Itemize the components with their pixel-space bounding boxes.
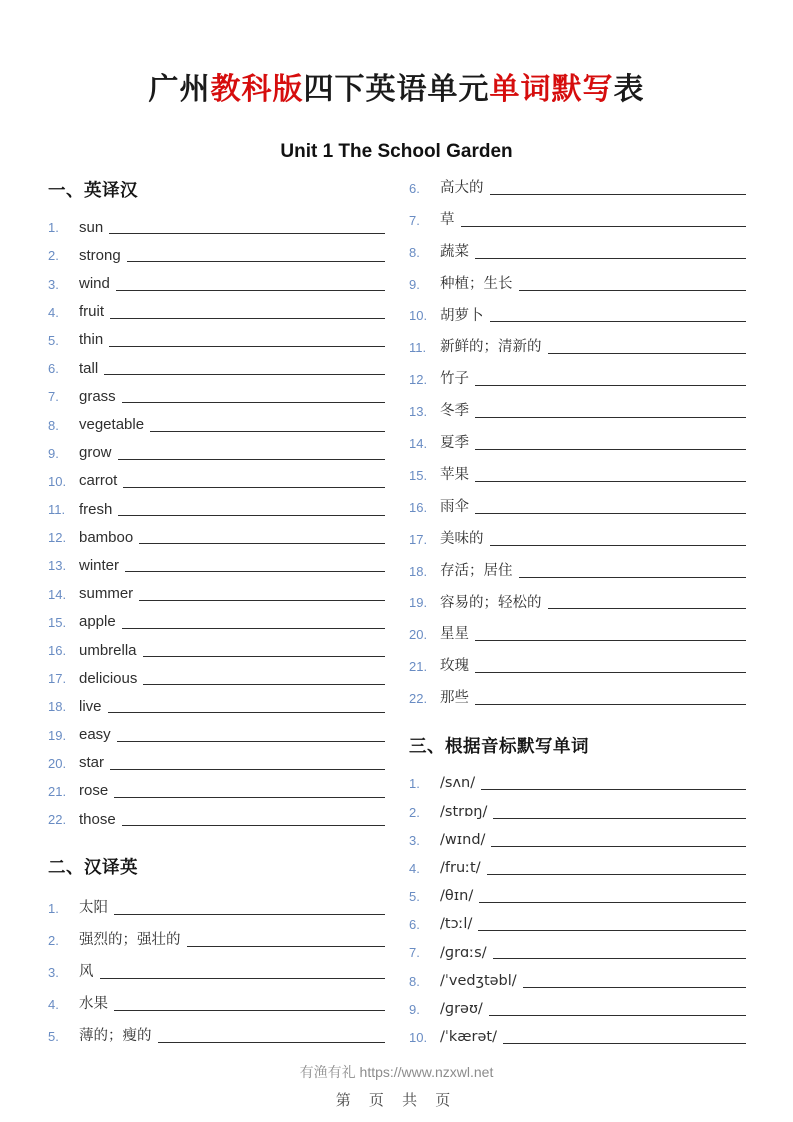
item-label: 存活；居住 bbox=[440, 562, 513, 579]
right-column bbox=[409, 166, 746, 1047]
list-item bbox=[409, 485, 746, 517]
answer-blank-line bbox=[110, 318, 385, 319]
item-label: 那些 bbox=[440, 690, 469, 707]
list-item bbox=[409, 612, 746, 644]
list-item bbox=[409, 198, 746, 230]
item-label: 太阳 bbox=[79, 900, 108, 917]
item-number: 12. bbox=[409, 372, 428, 388]
list-item bbox=[48, 519, 385, 547]
item-number: 16. bbox=[48, 643, 67, 658]
list-item bbox=[48, 378, 385, 406]
site-name: 有渔有礼 bbox=[299, 1064, 356, 1080]
item-number: 10. bbox=[409, 1030, 428, 1046]
list-item bbox=[48, 982, 385, 1014]
list-item bbox=[409, 934, 746, 962]
answer-blank-line bbox=[475, 640, 746, 641]
item-number: 21. bbox=[48, 783, 67, 799]
item-label: 玫瑰 bbox=[440, 658, 469, 675]
title-segment: 四下英语单元 bbox=[303, 73, 490, 106]
item-label: /tɔːl/ bbox=[440, 916, 473, 933]
item-number: 14. bbox=[48, 586, 67, 602]
item-number: 4. bbox=[409, 860, 420, 876]
list-item bbox=[409, 421, 746, 453]
item-number: 7. bbox=[48, 389, 59, 405]
item-label: 高大的 bbox=[440, 179, 484, 196]
item-number: 18. bbox=[48, 699, 67, 715]
answer-blank-line bbox=[139, 600, 385, 601]
item-label: 苹果 bbox=[440, 466, 469, 483]
list-item bbox=[409, 453, 746, 485]
item-label: 星星 bbox=[440, 626, 469, 643]
list-item bbox=[48, 350, 385, 378]
item-number: 3. bbox=[48, 276, 59, 292]
item-number: 6. bbox=[48, 361, 59, 377]
list-item bbox=[48, 294, 385, 322]
item-number: 13. bbox=[409, 404, 428, 420]
item-label: 强烈的；强壮的 bbox=[79, 931, 181, 948]
list-item bbox=[409, 676, 746, 708]
answer-blank-line bbox=[127, 261, 385, 262]
answer-blank-line bbox=[158, 1042, 386, 1043]
list-item bbox=[409, 962, 746, 990]
item-number: 11. bbox=[409, 340, 427, 356]
item-number: 11. bbox=[48, 502, 66, 518]
item-label: 薄的；瘦的 bbox=[79, 1027, 152, 1044]
list-item bbox=[409, 793, 746, 821]
answer-blank-line bbox=[548, 353, 747, 354]
answer-blank-line bbox=[461, 226, 747, 227]
item-number: 18. bbox=[409, 563, 428, 579]
item-label: 胡萝卜 bbox=[440, 307, 484, 324]
answer-blank-line bbox=[475, 417, 746, 418]
title-segment: 单词默写 bbox=[489, 73, 614, 106]
item-label: tall bbox=[79, 359, 99, 377]
list-item bbox=[48, 547, 385, 575]
answer-blank-line bbox=[122, 628, 385, 629]
answer-blank-line bbox=[114, 914, 385, 915]
item-number: 9. bbox=[409, 276, 420, 292]
item-number: 15. bbox=[48, 614, 67, 630]
list-item bbox=[48, 604, 385, 632]
item-label: vegetable bbox=[79, 416, 145, 433]
item-label: /wɪnd/ bbox=[440, 831, 486, 848]
page-title bbox=[0, 64, 793, 108]
list-item bbox=[409, 822, 746, 850]
answer-blank-line bbox=[493, 818, 746, 819]
item-label: 新鲜的；清新的 bbox=[440, 339, 542, 356]
answer-blank-line bbox=[475, 258, 746, 259]
list-item bbox=[409, 850, 746, 878]
item-label: winter bbox=[79, 556, 120, 574]
section-heading: 三、根据音标默写单词 bbox=[409, 736, 589, 757]
list-item bbox=[409, 357, 746, 389]
list-item bbox=[409, 325, 746, 357]
list-item bbox=[48, 632, 385, 660]
answer-blank-line bbox=[109, 346, 385, 347]
list-item bbox=[48, 1014, 385, 1046]
item-label: /θɪn/ bbox=[440, 888, 474, 905]
answer-blank-line bbox=[478, 930, 746, 931]
item-label: 竹子 bbox=[440, 371, 469, 388]
answer-blank-line bbox=[519, 577, 747, 578]
item-label: /sʌn/ bbox=[440, 775, 476, 792]
item-number: 17. bbox=[48, 671, 67, 687]
section-heading: 一、英译汉 bbox=[48, 180, 138, 200]
list-item bbox=[409, 581, 746, 613]
left-column bbox=[48, 178, 385, 1046]
answer-blank-line bbox=[110, 769, 385, 770]
item-number: 6. bbox=[409, 180, 420, 196]
answer-blank-line bbox=[150, 431, 385, 432]
list-item bbox=[48, 918, 385, 950]
page-footer bbox=[0, 1062, 793, 1110]
item-number: 2. bbox=[48, 932, 59, 948]
item-label: /ˈvedʒtəbl/ bbox=[440, 972, 517, 989]
item-label: sun bbox=[79, 218, 104, 236]
item-label: 美味的 bbox=[440, 530, 484, 547]
answer-blank-line bbox=[487, 874, 746, 875]
answer-blank-line bbox=[519, 290, 747, 291]
list-item bbox=[48, 886, 385, 918]
answer-blank-line bbox=[143, 684, 385, 685]
item-label: easy bbox=[79, 726, 111, 744]
item-label: 种植；生长 bbox=[440, 275, 513, 292]
item-number: 1. bbox=[409, 776, 420, 792]
item-label: 容易的；轻松的 bbox=[440, 594, 542, 611]
item-label: grow bbox=[79, 444, 112, 462]
list-item bbox=[409, 549, 746, 581]
item-label: 蔬菜 bbox=[440, 243, 469, 260]
list-item bbox=[409, 1019, 746, 1047]
item-number: 8. bbox=[409, 244, 420, 260]
list-item bbox=[48, 237, 385, 265]
list-item bbox=[48, 745, 385, 773]
answer-blank-line bbox=[122, 402, 385, 403]
list-item bbox=[409, 389, 746, 421]
item-label: fresh bbox=[79, 500, 113, 518]
list-item bbox=[409, 230, 746, 262]
list-item bbox=[48, 435, 385, 463]
list-item bbox=[48, 491, 385, 519]
page-number-label: 第 页 共 页 bbox=[335, 1092, 458, 1109]
item-label: apple bbox=[79, 613, 116, 631]
list-item bbox=[48, 688, 385, 716]
item-number: 5. bbox=[409, 889, 420, 905]
answer-blank-line bbox=[490, 545, 747, 546]
answer-blank-line bbox=[475, 672, 746, 673]
item-label: those bbox=[79, 810, 116, 828]
item-number: 6. bbox=[409, 917, 420, 933]
answer-blank-line bbox=[490, 321, 747, 322]
item-number: 12. bbox=[48, 530, 67, 546]
item-number: 10. bbox=[48, 473, 67, 489]
item-number: 2. bbox=[409, 804, 420, 820]
answer-blank-line bbox=[143, 656, 385, 657]
list-item bbox=[48, 209, 385, 237]
answer-blank-line bbox=[481, 789, 746, 790]
item-number: 4. bbox=[48, 996, 59, 1012]
item-number: 22. bbox=[409, 691, 428, 707]
item-number: 5. bbox=[48, 1028, 59, 1044]
answer-blank-line bbox=[123, 487, 385, 488]
list-item bbox=[48, 660, 385, 688]
answer-blank-line bbox=[489, 1015, 746, 1016]
item-label: strong bbox=[79, 246, 121, 264]
item-label: 雨伞 bbox=[440, 498, 469, 515]
item-label: 风 bbox=[79, 963, 94, 980]
item-number: 3. bbox=[48, 964, 59, 980]
title-segment: 广州 bbox=[148, 73, 211, 106]
answer-blank-line bbox=[475, 704, 746, 705]
answer-blank-line bbox=[503, 1043, 746, 1044]
answer-blank-line bbox=[491, 846, 746, 847]
item-number: 22. bbox=[48, 812, 67, 828]
item-number: 13. bbox=[48, 558, 67, 574]
answer-blank-line bbox=[118, 459, 385, 460]
list-item bbox=[409, 294, 746, 326]
item-number: 20. bbox=[409, 627, 428, 643]
item-label: summer bbox=[79, 585, 134, 603]
item-number: 16. bbox=[409, 499, 428, 515]
item-label: umbrella bbox=[79, 641, 137, 659]
item-label: carrot bbox=[79, 472, 118, 490]
answer-blank-line bbox=[114, 1010, 385, 1011]
list-item bbox=[48, 265, 385, 293]
list-item bbox=[409, 262, 746, 294]
answer-blank-line bbox=[139, 543, 385, 544]
item-number: 15. bbox=[409, 467, 428, 483]
answer-blank-line bbox=[100, 978, 386, 979]
answer-blank-line bbox=[187, 946, 386, 947]
answer-blank-line bbox=[493, 958, 746, 959]
item-number: 4. bbox=[48, 304, 59, 320]
list-item bbox=[409, 878, 746, 906]
item-label: thin bbox=[79, 331, 104, 349]
item-number: 8. bbox=[409, 973, 420, 989]
list-item bbox=[48, 406, 385, 434]
item-number: 9. bbox=[48, 445, 59, 461]
item-label: bamboo bbox=[79, 528, 134, 546]
item-label: fruit bbox=[79, 303, 105, 321]
answer-blank-line bbox=[118, 515, 385, 516]
item-label: /ɡrəʊ/ bbox=[440, 1000, 483, 1017]
answer-blank-line bbox=[475, 481, 746, 482]
item-label: star bbox=[79, 754, 105, 772]
answer-blank-line bbox=[475, 385, 746, 386]
answer-blank-line bbox=[116, 290, 385, 291]
answer-blank-line bbox=[104, 374, 385, 375]
list-item bbox=[409, 644, 746, 676]
answer-blank-line bbox=[548, 608, 747, 609]
list-item bbox=[409, 765, 746, 793]
list-item bbox=[48, 463, 385, 491]
item-label: /strɒŋ/ bbox=[440, 803, 488, 820]
item-number: 1. bbox=[48, 220, 59, 236]
item-number: 2. bbox=[48, 248, 59, 264]
item-number: 21. bbox=[409, 659, 428, 675]
answer-blank-line bbox=[479, 902, 746, 903]
item-number: 17. bbox=[409, 531, 428, 547]
section-heading: 二、汉译英 bbox=[48, 857, 138, 878]
item-label: 夏季 bbox=[440, 435, 469, 452]
item-label: /ˈkærət/ bbox=[440, 1029, 497, 1046]
list-item bbox=[409, 166, 746, 198]
list-item bbox=[48, 773, 385, 801]
answer-blank-line bbox=[108, 712, 385, 713]
item-number: 19. bbox=[48, 727, 67, 743]
item-label: /ɡrɑːs/ bbox=[440, 944, 487, 961]
item-label: 草 bbox=[440, 211, 455, 228]
item-number: 7. bbox=[409, 945, 420, 961]
answer-blank-line bbox=[490, 194, 747, 195]
item-number: 3. bbox=[409, 832, 420, 848]
answer-blank-line bbox=[475, 513, 746, 514]
answer-blank-line bbox=[114, 797, 385, 798]
watermark-line bbox=[0, 1062, 793, 1082]
item-number: 14. bbox=[409, 436, 428, 452]
item-number: 20. bbox=[48, 755, 67, 771]
item-label: /fruːt/ bbox=[440, 859, 481, 876]
item-number: 9. bbox=[409, 1001, 420, 1017]
answer-blank-line bbox=[523, 987, 746, 988]
list-item bbox=[409, 517, 746, 549]
item-number: 7. bbox=[409, 212, 420, 228]
item-label: 水果 bbox=[79, 995, 108, 1012]
title-segment: 教科版 bbox=[210, 73, 304, 106]
list-item bbox=[48, 716, 385, 744]
item-label: delicious bbox=[79, 669, 138, 687]
answer-blank-line bbox=[122, 825, 385, 826]
item-number: 10. bbox=[409, 308, 428, 324]
list-item bbox=[48, 801, 385, 829]
list-item bbox=[48, 575, 385, 603]
answer-blank-line bbox=[475, 449, 746, 450]
answer-blank-line bbox=[125, 571, 385, 572]
list-item bbox=[409, 906, 746, 934]
item-label: 冬季 bbox=[440, 403, 469, 420]
unit-title: Unit 1 The School Garden bbox=[280, 141, 513, 162]
site-url-link[interactable]: https://www.nzxwl.net bbox=[359, 1064, 494, 1080]
item-number: 19. bbox=[409, 595, 428, 611]
list-item bbox=[48, 322, 385, 350]
title-segment: 表 bbox=[613, 73, 645, 106]
item-number: 8. bbox=[48, 417, 59, 433]
answer-blank-line bbox=[117, 741, 385, 742]
item-label: live bbox=[79, 697, 102, 715]
item-label: grass bbox=[79, 387, 116, 405]
answer-blank-line bbox=[109, 233, 385, 234]
item-number: 5. bbox=[48, 332, 59, 348]
item-label: wind bbox=[79, 275, 110, 293]
item-number: 1. bbox=[48, 901, 59, 917]
list-item bbox=[409, 991, 746, 1019]
item-label: rose bbox=[79, 782, 109, 800]
list-item bbox=[48, 950, 385, 982]
